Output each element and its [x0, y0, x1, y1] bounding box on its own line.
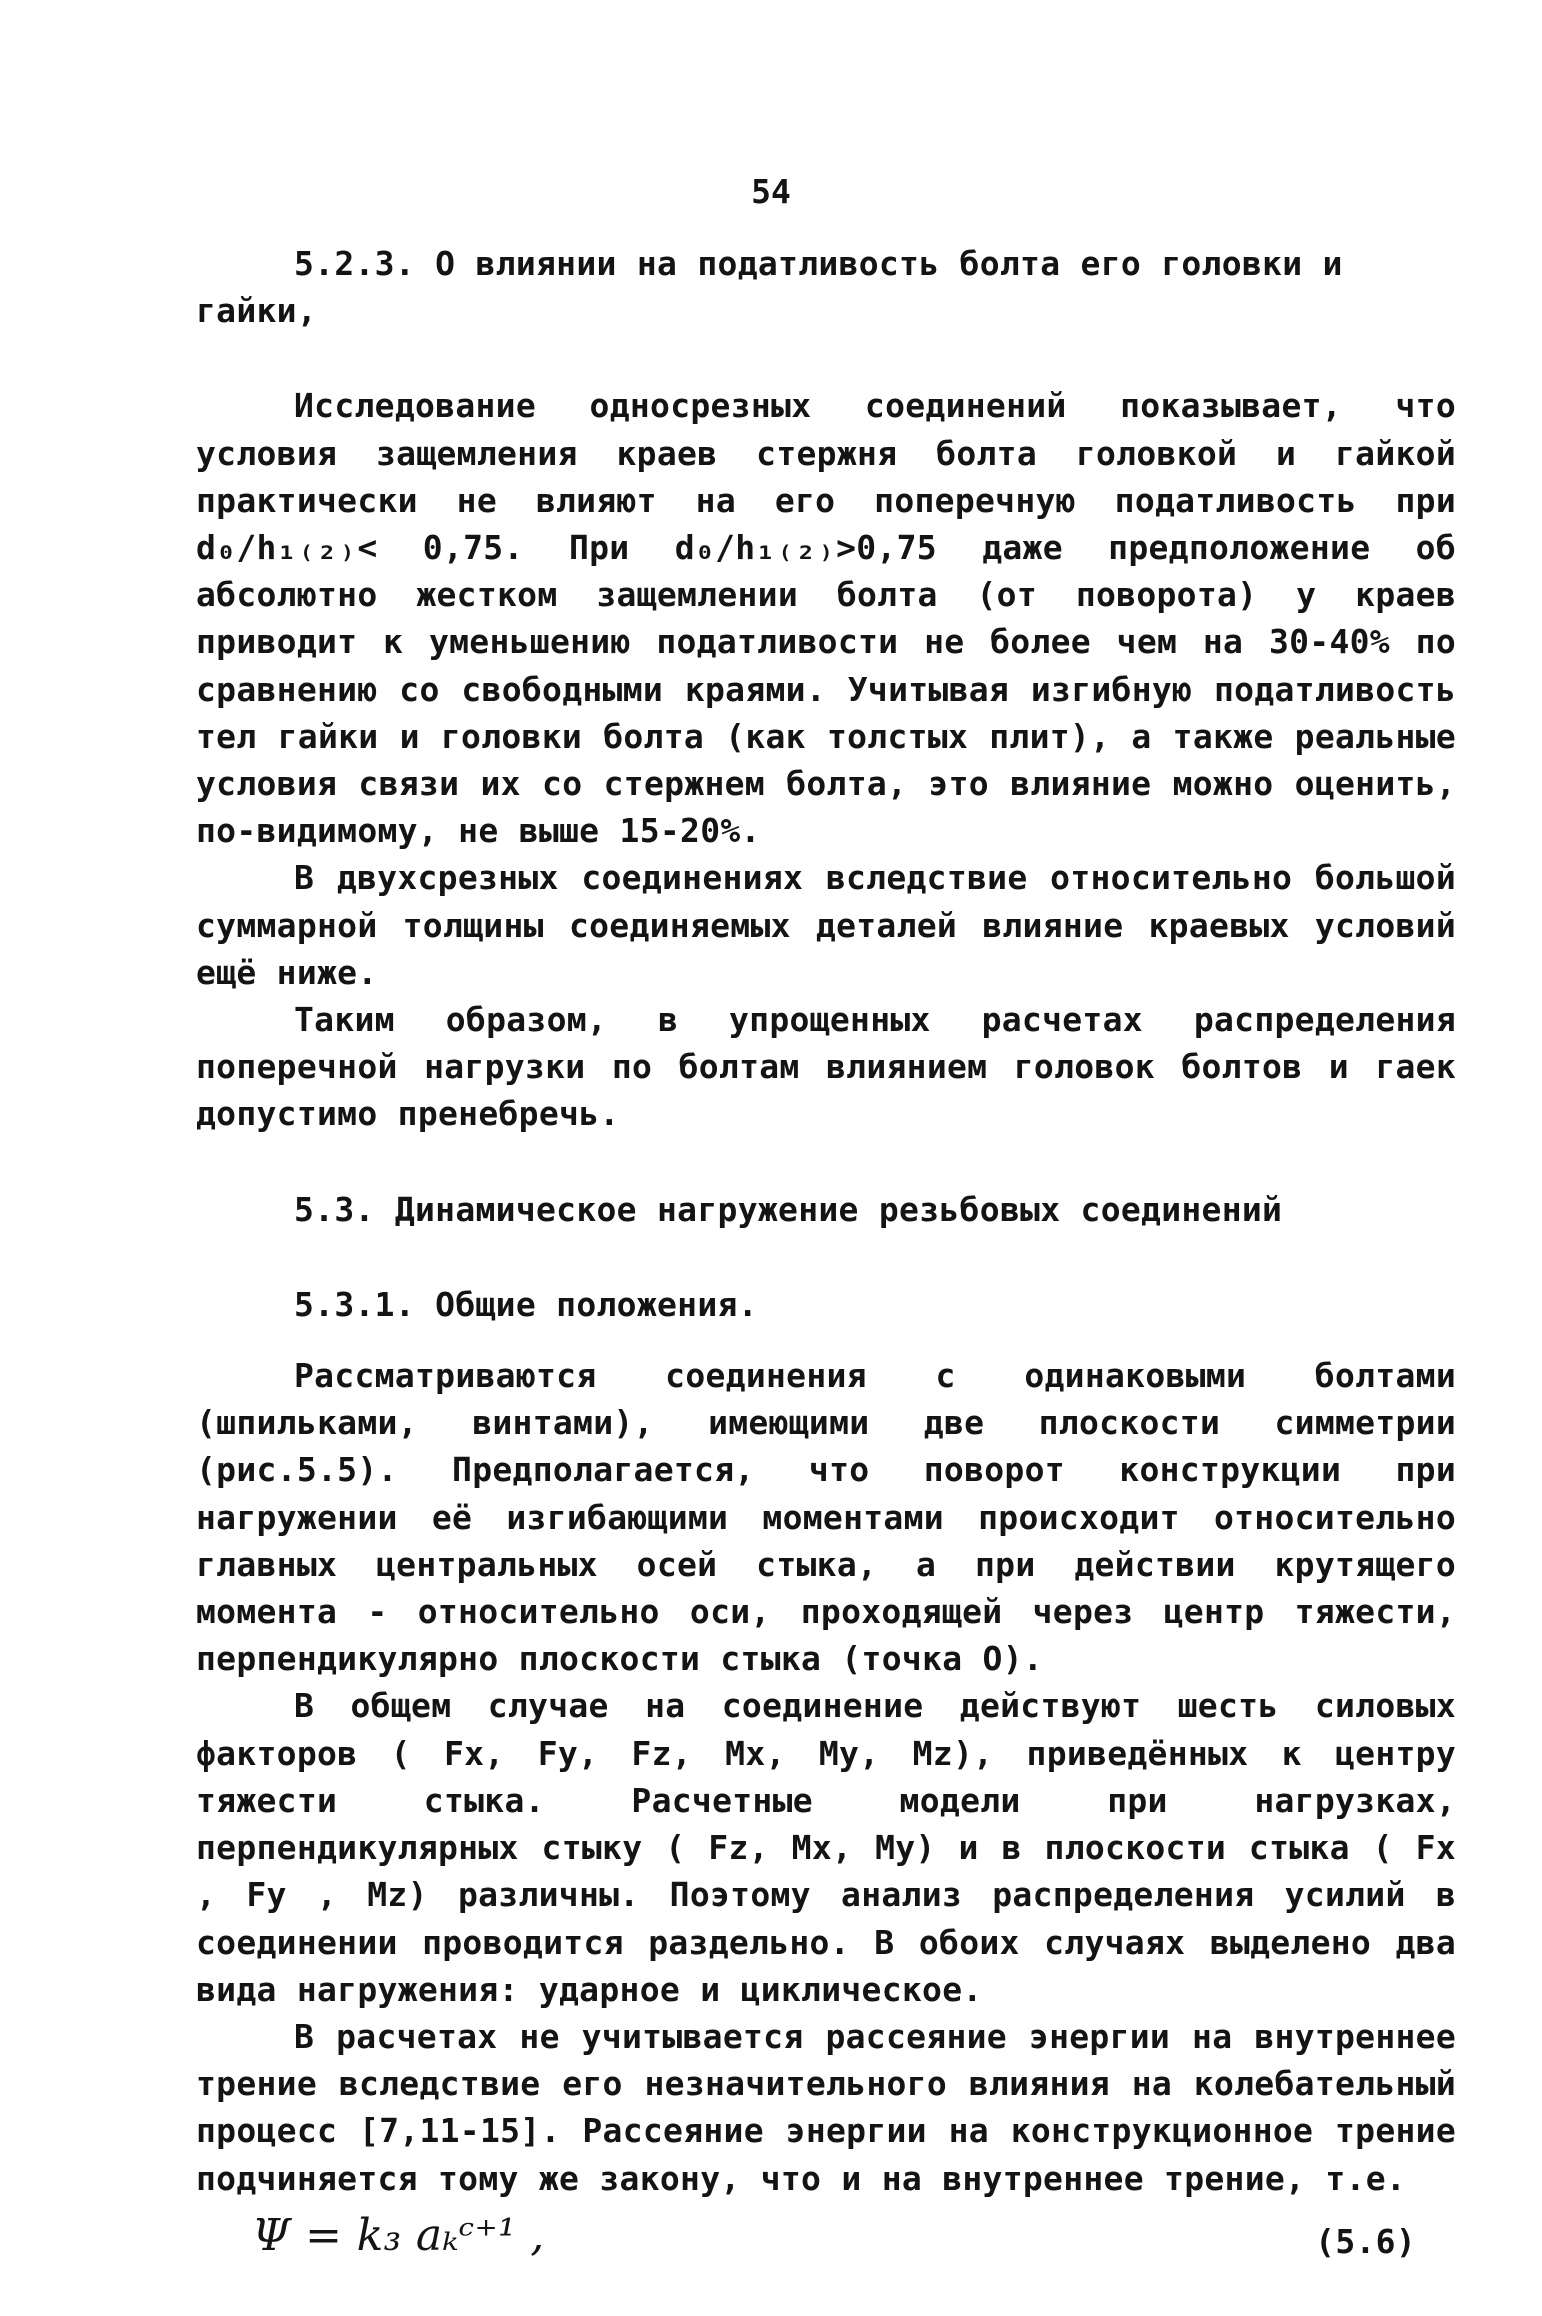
section-heading-5-2-3: 5.2.3. О влиянии на податливость болта его головки и гайки,	[196, 244, 1343, 331]
paragraph-symmetry-assumption: Рассматриваются соединения с одинаковыми болтами (шпильками, винтами), имеющими две плоскости симметрии (рис.5.5). Предполагается, что поворот конструкции при нагружении её изгибающими моментами происходит относительно главных центральных осей стыка, а при действии крутящего момента - относительно оси, проходящей через центр тяжести, перпендикулярно плоскости стыка (точка O).	[196, 1356, 1456, 1679]
equation-expression: Ψ = k₃ aₖᶜ⁺¹ ,	[252, 2209, 545, 2261]
paragraph-force-factors: В общем случае на соединение действуют шесть силовых факторов ( Fx, Fy, Fz, Mx, My, Mz), приведённых к центру тяжести стыка. Расчетные модели при нагрузках, перпендикулярных стыку ( Fz, Mx, My) и в плоскости стыка ( Fx , Fy , Mz) различны. Поэтому анализ распределения усилий в соединении проводится раздельно. В обоих случаях выделено два вида нагружения: ударное и циклическое.	[196, 1686, 1456, 2009]
equation-5-6	[196, 2209, 1456, 2282]
page-body	[196, 240, 1456, 2282]
section-heading-5-3-1: 5.3.1. Общие положения.	[294, 1284, 758, 1324]
paragraph-double-shear: В двухсрезных соединениях вследствие относительно большой суммарной толщины соединяемых деталей влияние краевых условий ещё ниже.	[196, 858, 1456, 992]
paragraph-conclusion: Таким образом, в упрощенных расчетах распределения поперечной нагрузки по болтам влиянием головок болтов и гаек допустимо пренебречь.	[196, 1000, 1456, 1134]
paragraph-energy-dissipation: В расчетах не учитывается рассеяние энергии на внутреннее трение вследствие его незначительного влияния на колебательный процесс [7,11-15]. Рассеяние энергии на конструкционное трение подчиняется тому же закону, что и на внутреннее трение, т.е.	[196, 2016, 1456, 2198]
page-number: 54	[751, 172, 791, 211]
equation-number: (5.6)	[1315, 2221, 1416, 2261]
section-heading-5-3: 5.3. Динамическое нагружение резьбовых соединений	[294, 1189, 1283, 1229]
paragraph-clamping-influence: Исследование односрезных соединений показывает, что условия защемления краев стержня болта головкой и гайкой практически не влияют на его поперечную податливость при d₀/h₁₍₂₎< 0,75. При d₀/h₁₍₂₎>0,75 даже предположение об абсолютно жестком защемлении болта (от поворота) у краев приводит к уменьшению податливости не более чем на 30-40% по сравнению со свободными краями. Учитывая изгибную податливость тел гайки и головки болта (как толстых плит), а также реальные условия связи их со стержнем болта, это влияние можно оценить, по-видимому, не выше 15-20%.	[196, 386, 1456, 851]
